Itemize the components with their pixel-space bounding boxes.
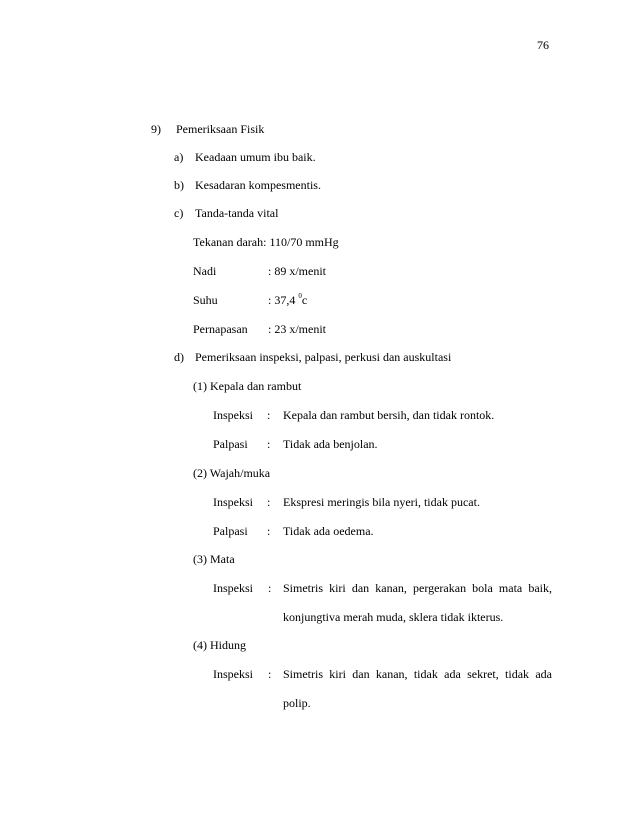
sub2-inspeksi-label: Inspeksi [213,495,253,509]
vital-suhu-label: Suhu [193,293,218,307]
sub4-inspeksi-line2: polip. [283,696,311,710]
vital-tekanan-darah: Tekanan darah: 110/70 mmHg [193,235,339,249]
sub1-inspeksi-colon: : [267,408,271,422]
sub2-title: (2) Wajah/muka [193,466,271,480]
sub3-inspeksi-colon: : [268,581,272,595]
vital-suhu-value: : 37,4 [268,293,296,307]
sub1-inspeksi-label: Inspeksi [213,408,253,422]
item-d-label: d) [174,350,184,364]
vital-pernapasan-label: Pernapasan [193,322,248,336]
sub3-inspeksi-line1: Simetris kiri dan kanan, pergerakan bola mata baik, [283,581,552,595]
vital-suhu-value-group [268,293,307,307]
item-a-text: Keadaan umum ibu baik. [195,150,316,164]
section-number: 9) [151,122,161,136]
vital-nadi-value: : 89 x/menit [268,264,326,278]
sub4-inspeksi-label: Inspeksi [213,667,253,681]
sub2-inspeksi-text: Ekspresi meringis bila nyeri, tidak pucat. [283,495,480,509]
sub2-palpasi-label: Palpasi [213,524,248,538]
sub1-palpasi-text: Tidak ada benjolan. [283,437,378,451]
sub1-inspeksi-text: Kepala dan rambut bersih, dan tidak rontok. [283,408,495,422]
sub2-inspeksi-colon: : [267,495,271,509]
item-a-label: a) [174,150,184,164]
vital-suhu-degree: 0 [298,292,302,300]
sub3-title: (3) Mata [193,552,235,566]
page-number: 76 [537,38,549,52]
sub1-palpasi-colon: : [267,437,271,451]
section-title: Pemeriksaan Fisik [176,122,265,136]
sub1-palpasi-label: Palpasi [213,437,248,451]
item-d-text: Pemeriksaan inspeksi, palpasi, perkusi dan auskultasi [195,350,452,364]
sub2-palpasi-text: Tidak ada oedema. [283,524,374,538]
vital-suhu-unit: c [301,293,308,307]
vital-nadi-label: Nadi [193,264,217,278]
sub4-inspeksi-colon: : [268,667,272,681]
sub1-title: (1) Kepala dan rambut [193,379,302,393]
item-b-label: b) [174,178,184,192]
sub3-inspeksi-line2: konjungtiva merah muda, sklera tidak ikterus. [283,610,504,624]
sub3-inspeksi-label: Inspeksi [213,581,253,595]
sub2-palpasi-colon: : [267,524,271,538]
sub4-inspeksi-line1: Simetris kiri dan kanan, tidak ada sekret, tidak ada [283,667,552,681]
item-c-label: c) [174,206,184,220]
item-b-text: Kesadaran kompesmentis. [195,178,321,192]
item-c-text: Tanda-tanda vital [195,206,279,220]
vital-pernapasan-value: : 23 x/menit [268,322,326,336]
sub4-title: (4) Hidung [193,638,246,652]
